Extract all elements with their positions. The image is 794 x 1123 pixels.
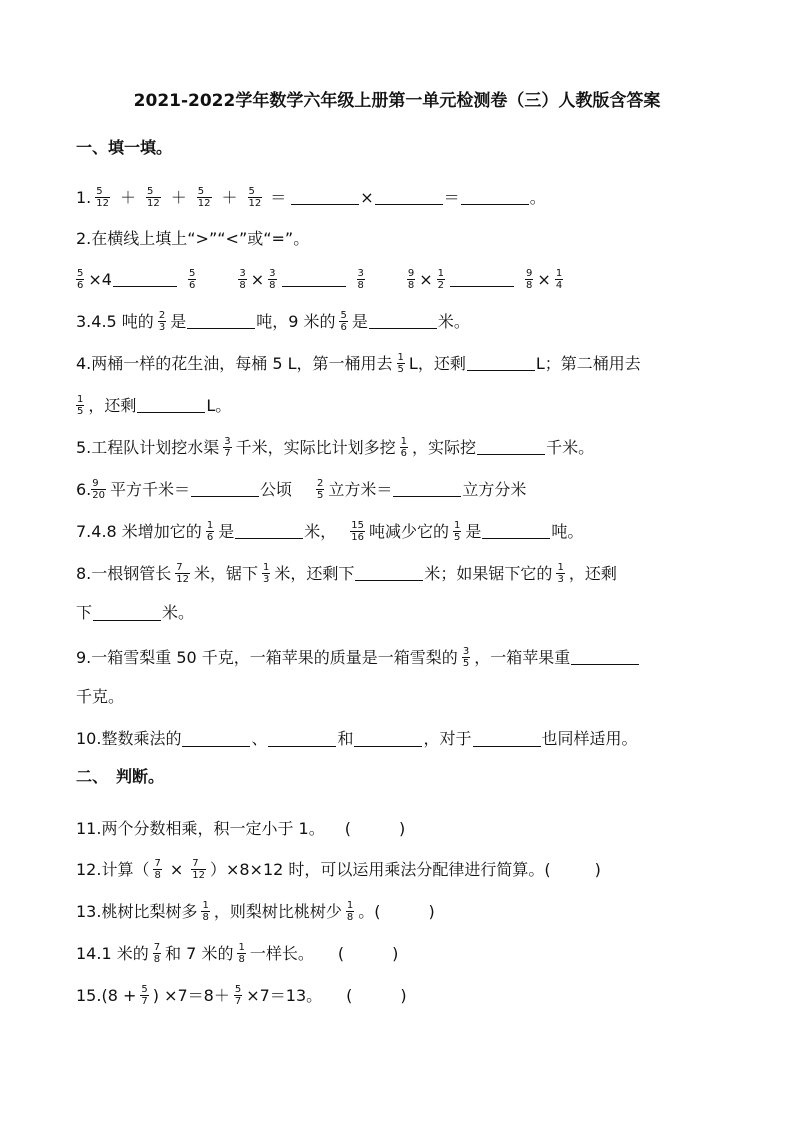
fraction: $\frac{5}{7}$ bbox=[234, 984, 242, 1007]
answer-blank[interactable] bbox=[268, 732, 336, 747]
fraction: $\frac{5}{7}$ bbox=[141, 984, 148, 1007]
question-7: 7.4.8 米增加它的 $\frac{1}{6}$ 是 米， $\frac{15}{16}$ 吨减少它的 $\frac{1}{5}$ 是 吨。 bbox=[76, 520, 584, 543]
fraction: $\frac{1}{5}$ bbox=[77, 394, 84, 417]
fraction: $\frac{3}{7}$ bbox=[224, 436, 231, 459]
answer-paren[interactable]: ( ) bbox=[344, 819, 406, 838]
fraction: $\frac{1}{6}$ bbox=[400, 436, 408, 459]
answer-paren-close[interactable]: ) bbox=[594, 859, 601, 879]
answer-paren[interactable]: 。( ) bbox=[358, 901, 435, 921]
answer-blank[interactable] bbox=[461, 190, 529, 205]
fraction: $\frac{7}{8}$ bbox=[154, 858, 161, 881]
fraction-5-12: $\frac{5}{12}$ bbox=[96, 186, 109, 209]
fraction: $\frac{7}{12}$ bbox=[192, 858, 205, 881]
question-8-continued: 下 米。 bbox=[76, 603, 195, 622]
answer-blank[interactable] bbox=[450, 272, 514, 287]
question-6: 6. $\frac{9}{20}$ 平方千米＝ 公顷 $\frac{2}{5}$ 立方米＝ 立方分米 bbox=[76, 478, 527, 501]
fraction: $\frac{3}{8}$ bbox=[239, 268, 246, 291]
fraction: $\frac{1}{3}$ bbox=[557, 562, 564, 585]
answer-blank[interactable] bbox=[393, 482, 461, 497]
question-5: 5.工程队计划挖水渠 $\frac{3}{7}$ 千米，实际比计划多挖 $\frac{1}{6}$ ，实际挖 千米。 bbox=[76, 436, 595, 459]
fraction: $\frac{5}{6}$ bbox=[340, 310, 347, 333]
answer-blank[interactable] bbox=[355, 566, 423, 581]
fraction: $\frac{9}{8}$ bbox=[526, 268, 533, 291]
answer-paren[interactable]: ( ) bbox=[346, 985, 407, 1005]
answer-blank[interactable] bbox=[93, 606, 161, 621]
answer-paren[interactable]: ( ) bbox=[337, 943, 399, 963]
fraction: $\frac{3}{5}$ bbox=[462, 646, 470, 669]
question-9: 9.一箱雪梨重 50 千克，一箱苹果的质量是一箱雪梨的 $\frac{3}{5}$ ，一箱苹果重 bbox=[76, 646, 640, 669]
question-3: 3.4.5 吨的 $\frac{2}{3}$ 是 吨，9 米的 $\frac{5}{6}$ 是 米。 bbox=[76, 310, 470, 333]
fraction: $\frac{1}{4}$ bbox=[555, 268, 563, 291]
question-4-continued: $\frac{1}{5}$ ，还剩 L。 bbox=[77, 394, 232, 417]
question-13: 13.桃树比梨树多 $\frac{1}{8}$ ，则梨树比桃树少 $\frac{1}{8}$ 。( ) bbox=[76, 900, 435, 923]
answer-blank[interactable] bbox=[369, 314, 437, 329]
question-10: 10.整数乘法的 、 和 ，对于 也同样适用。 bbox=[76, 729, 638, 748]
fraction-5-12: $\frac{5}{12}$ bbox=[147, 186, 160, 209]
answer-blank[interactable] bbox=[467, 356, 535, 371]
answer-blank[interactable] bbox=[282, 272, 346, 287]
question-2: 2.在横线上填上“>”“<”或“=”。 bbox=[76, 229, 310, 248]
question-9-continued: 千克。 bbox=[76, 687, 125, 706]
fraction: $\frac{1}{8}$ bbox=[238, 942, 245, 965]
answer-blank[interactable] bbox=[375, 190, 443, 205]
answer-blank[interactable] bbox=[482, 524, 550, 539]
answer-blank[interactable] bbox=[473, 732, 541, 747]
fraction: $\frac{3}{8}$ bbox=[357, 268, 364, 291]
answer-blank[interactable] bbox=[182, 732, 250, 747]
fraction-5-12: $\frac{5}{12}$ bbox=[248, 186, 262, 209]
fraction: $\frac{9}{20}$ bbox=[92, 478, 105, 501]
fraction: $\frac{1}{3}$ bbox=[263, 562, 270, 585]
question-11: 11.两个分数相乘，积一定小于 1。 ( ) bbox=[76, 819, 406, 838]
answer-blank[interactable] bbox=[291, 190, 359, 205]
answer-blank[interactable] bbox=[187, 314, 255, 329]
fraction: $\frac{1}{8}$ bbox=[346, 900, 354, 923]
section-heading-fill-in: 一、填一填。 bbox=[76, 138, 173, 157]
fraction: $\frac{3}{8}$ bbox=[269, 268, 276, 291]
question-1: 1. $\frac{5}{12}$ ＋ $\frac{5}{12}$ ＋ $\frac{5}{12}$ ＋ $\frac{5}{12}$ ＝ × ＝ 。 bbox=[76, 186, 546, 209]
answer-blank[interactable] bbox=[235, 524, 303, 539]
question-15: 15.(8 + $\frac{5}{7}$ ) ×7＝8＋ $\frac{5}{7}$ ×7＝13。 ( ) bbox=[76, 984, 407, 1007]
fraction: $\frac{7}{12}$ bbox=[176, 562, 190, 585]
fraction: $\frac{9}{8}$ bbox=[407, 268, 415, 291]
answer-blank[interactable] bbox=[354, 732, 422, 747]
fraction: $\frac{2}{5}$ bbox=[317, 478, 324, 501]
answer-blank[interactable] bbox=[571, 650, 639, 665]
question-4: 4.两桶一样的花生油，每桶 5 L，第一桶用去 $\frac{1}{5}$ L，还剩 L；第二桶用去 bbox=[76, 352, 641, 375]
fraction-5-12: $\frac{5}{12}$ bbox=[197, 186, 211, 209]
answer-blank[interactable] bbox=[137, 398, 205, 413]
question-8: 8.一根钢管长 $\frac{7}{12}$ 米，锯下 $\frac{1}{3}$ 米，还剩下 米；如果锯下它的 $\frac{1}{3}$ ，还剩 bbox=[76, 562, 617, 585]
fraction: $\frac{7}{8}$ bbox=[153, 942, 161, 965]
section-heading-judgment: 二、 判断。 bbox=[76, 767, 165, 786]
fraction: $\frac{5}{6}$ bbox=[188, 268, 196, 291]
fraction: $\frac{1}{5}$ bbox=[453, 520, 461, 543]
question-2-comparisons: $\frac{5}{6}$ ×4 $\frac{5}{6}$ $\frac{3}{8}$ × $\frac{3}{8}$ $\frac{3}{8}$ $\frac{9}{8}$ × $\frac{1}{2}$ $\frac{9}{8}$ × $\frac{1}{4}$ bbox=[77, 268, 563, 291]
fraction: $\frac{1}{5}$ bbox=[397, 352, 404, 375]
answer-blank[interactable] bbox=[477, 440, 545, 455]
fraction: $\frac{5}{6}$ bbox=[77, 268, 84, 291]
fraction: $\frac{1}{6}$ bbox=[206, 520, 214, 543]
question-12: 12.计算（ $\frac{7}{8}$ × $\frac{7}{12}$ ）×8×12 时，可以运用乘法分配律进行简算。( ) bbox=[76, 858, 601, 881]
page-title: 2021-2022学年数学六年级上册第一单元检测卷（三）人教版含答案 bbox=[133, 91, 661, 111]
answer-blank[interactable] bbox=[113, 272, 177, 287]
fraction: $\frac{1}{8}$ bbox=[202, 900, 209, 923]
fraction: $\frac{1}{2}$ bbox=[437, 268, 445, 291]
answer-blank[interactable] bbox=[191, 482, 259, 497]
fraction: $\frac{2}{3}$ bbox=[158, 310, 166, 333]
fraction: $\frac{15}{16}$ bbox=[351, 520, 364, 543]
question-14: 14.1 米的 $\frac{7}{8}$ 和 7 米的 $\frac{1}{8}$ 一样长。 ( ) bbox=[76, 942, 399, 965]
